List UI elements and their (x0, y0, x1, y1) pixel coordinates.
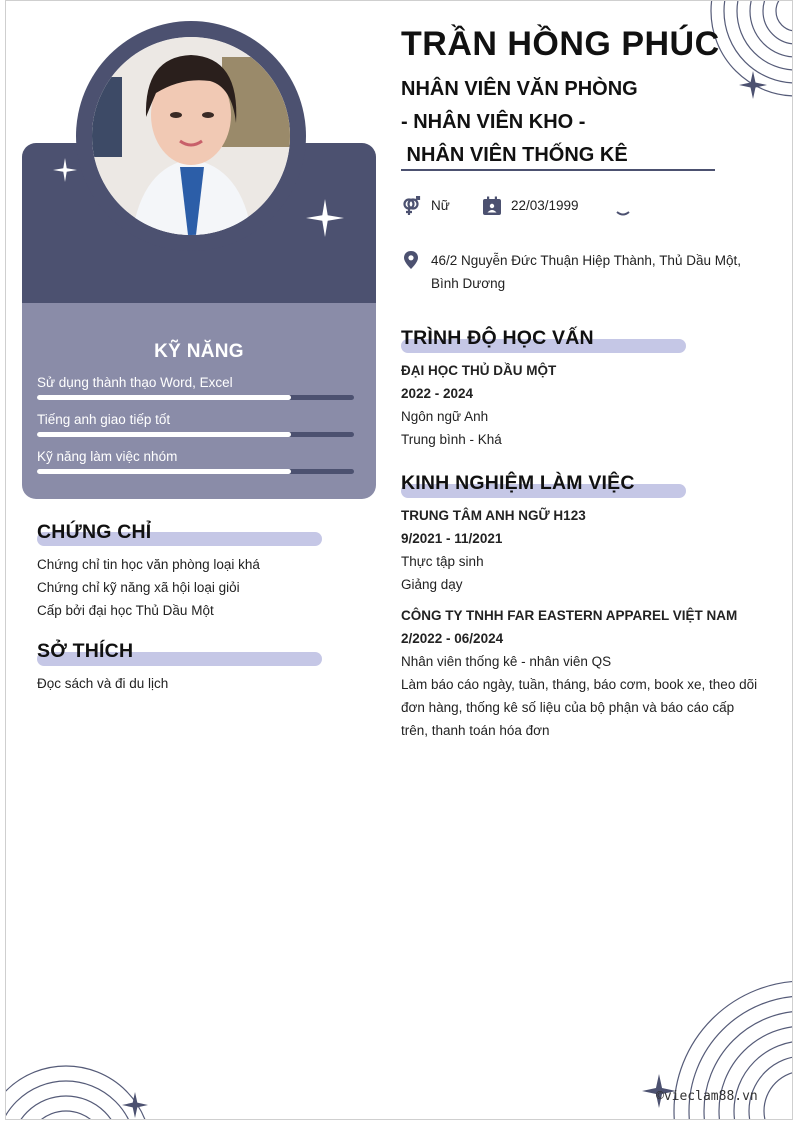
certificate-item: Chứng chỉ tin học văn phòng loại khá (37, 557, 260, 572)
hobbies-title: SỞ THÍCH (37, 640, 134, 662)
skill-level (37, 432, 291, 437)
address-line: Bình Dương (431, 276, 506, 291)
school-name: ĐẠI HỌC THỦ DẦU MỘT (401, 363, 557, 378)
skills-title: KỸ NĂNG (154, 341, 244, 362)
sparkle-icon (122, 1092, 148, 1118)
certificates-section-header (37, 521, 322, 544)
skill-bar (37, 469, 354, 474)
job-title-line: NHÂN VIÊN VĂN PHÒNG (401, 78, 638, 100)
gender-value: Nữ (431, 198, 450, 213)
education-title: TRÌNH ĐỘ HỌC VẤN (401, 327, 594, 349)
title-divider (401, 169, 715, 171)
watermark: ©vieclam88.vn (656, 1089, 758, 1104)
dob-value: 22/03/1999 (511, 198, 579, 213)
job-detail: Làm báo cáo ngày, tuần, tháng, báo cơm, book xe, theo dõi (401, 677, 758, 692)
education-entry (401, 359, 556, 451)
job-title (401, 73, 638, 172)
skill-label: Kỹ năng làm việc nhóm (37, 449, 178, 464)
address-line: 46/2 Nguyễn Đức Thuận Hiệp Thành, Thủ Dầu Một, (431, 253, 741, 268)
job-detail: Nhân viên thống kê - nhân viên QS (401, 654, 612, 669)
sparkle-icon (53, 158, 77, 182)
hobbies-section-header (37, 640, 322, 663)
certificate-item: Cấp bởi đại học Thủ Dầu Một (37, 603, 214, 618)
sparkle-icon (306, 199, 344, 237)
company-name: CÔNG TY TNHH FAR EASTERN APPAREL VIỆT NAM (401, 608, 738, 623)
decorative-mark (616, 211, 630, 217)
avatar (92, 37, 290, 235)
experience-title: KINH NGHIỆM LÀM VIỆC (401, 472, 635, 494)
experience-section-header (401, 472, 686, 495)
skill-item (37, 449, 354, 474)
skill-bar (37, 395, 354, 400)
skill-label: Sử dụng thành thạo Word, Excel (37, 375, 233, 390)
skill-level (37, 395, 291, 400)
cv-page (5, 0, 793, 1120)
skill-label: Tiếng anh giao tiếp tốt (37, 412, 171, 427)
certificate-list (37, 553, 260, 622)
job-period: 9/2021 - 11/2021 (401, 531, 503, 546)
job-detail: đơn hàng, thống kê số liệu của bộ phận và báo cáo cấp (401, 700, 735, 715)
experience-entry (401, 504, 586, 596)
location-icon (401, 250, 421, 270)
sparkle-icon (739, 71, 767, 99)
job-detail: Thực tập sinh (401, 554, 484, 569)
certificate-item: Chứng chỉ kỹ năng xã hội loại giỏi (37, 580, 240, 595)
candidate-name: TRẦN HỒNG PHÚC (401, 25, 720, 63)
education-period: 2022 - 2024 (401, 386, 474, 401)
skill-item (37, 375, 354, 400)
skill-item (37, 412, 354, 437)
calendar-icon (482, 196, 502, 216)
job-detail: Giảng dạy (401, 577, 463, 592)
job-title-line: NHÂN VIÊN THỐNG KÊ (401, 144, 628, 166)
education-major: Ngôn ngữ Anh (401, 409, 489, 424)
skill-level (37, 469, 291, 474)
job-title-line: - NHÂN VIÊN KHO - (401, 111, 586, 133)
gender-icon (401, 196, 421, 216)
education-grade: Trung bình - Khá (401, 432, 502, 447)
address (431, 249, 741, 295)
certificates-title: CHỨNG CHỈ (37, 521, 152, 543)
hobbies-text: Đọc sách và đi du lịch (37, 676, 169, 691)
company-name: TRUNG TÂM ANH NGỮ H123 (401, 508, 586, 523)
experience-entry (401, 604, 757, 742)
education-section-header (401, 327, 686, 350)
skill-bar (37, 432, 354, 437)
job-period: 2/2022 - 06/2024 (401, 631, 504, 646)
job-detail: trên, thanh toán hóa đơn (401, 723, 550, 738)
